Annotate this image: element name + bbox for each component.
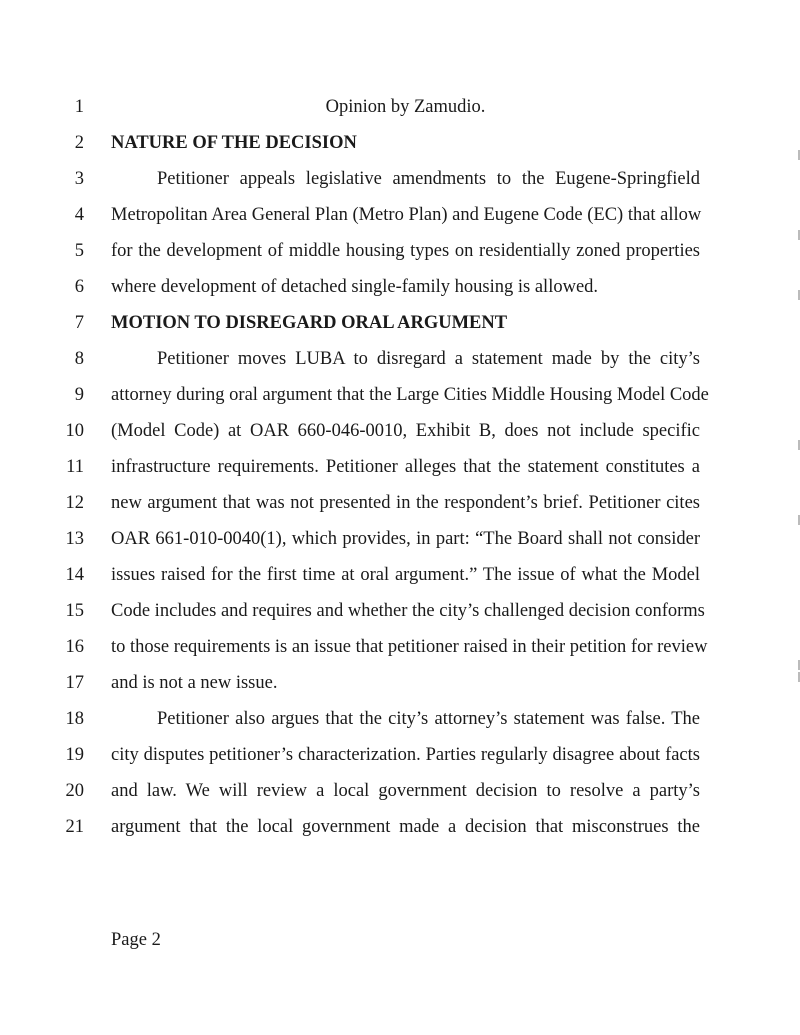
page-footer: Page 2: [111, 930, 161, 950]
line-number: 8: [74, 349, 84, 369]
line-14: [0, 563, 800, 599]
body-text: Code includes and requires and whether the city’s challenged decision conforms: [111, 601, 705, 621]
body-text: (Model Code) at OAR 660-046-0010, Exhibit B, does not include specific: [111, 421, 700, 441]
line-number: 20: [65, 781, 84, 801]
line-21: [0, 815, 800, 851]
line-number: 11: [66, 457, 84, 477]
line-12: [0, 491, 800, 527]
line-number: 21: [65, 817, 84, 837]
line-number: 17: [65, 673, 84, 693]
line-13: [0, 527, 800, 563]
line-number: 3: [74, 169, 84, 189]
line-4: [0, 203, 800, 239]
line-number: 14: [65, 565, 84, 585]
line-17: [0, 671, 800, 707]
line-18: [0, 707, 800, 743]
line-3: [0, 167, 800, 203]
opinion-author: Opinion by Zamudio.: [325, 97, 486, 117]
line-number: 5: [74, 241, 84, 261]
body-text: new argument that was not presented in the respondent’s brief. Petitioner cites: [111, 493, 700, 513]
line-7: [0, 311, 800, 347]
body-text: attorney during oral argument that the Large Cities Middle Housing Model Code: [111, 385, 709, 405]
body-text: for the development of middle housing types on residentially zoned properties: [111, 241, 700, 261]
line-20: [0, 779, 800, 815]
line-number: 16: [65, 637, 84, 657]
line-number: 18: [65, 709, 84, 729]
line-number: 7: [74, 313, 84, 333]
line-1: [0, 95, 800, 131]
line-16: [0, 635, 800, 671]
line-number: 9: [74, 385, 84, 405]
line-number: 2: [74, 133, 84, 153]
section-heading-nature: NATURE OF THE DECISION: [111, 133, 357, 153]
body-text: Petitioner appeals legislative amendments to the Eugene-Springfield: [157, 169, 700, 189]
line-number: 13: [65, 529, 84, 549]
line-8: [0, 347, 800, 383]
body-text: issues raised for the first time at oral argument.” The issue of what the Model: [111, 565, 700, 585]
body-text: and is not a new issue.: [111, 673, 278, 693]
line-number: 1: [74, 97, 84, 117]
body-text: where development of detached single-family housing is allowed.: [111, 277, 599, 297]
line-19: [0, 743, 800, 779]
body-text: Metropolitan Area General Plan (Metro Plan) and Eugene Code (EC) that allow: [111, 205, 702, 225]
line-number: 19: [65, 745, 84, 765]
body-text: Petitioner also argues that the city’s attorney’s statement was false. The: [157, 709, 700, 729]
body-text: infrastructure requirements. Petitioner alleges that the statement constitutes a: [111, 457, 700, 477]
line-6: [0, 275, 800, 311]
body-text: city disputes petitioner’s characterization. Parties regularly disagree about facts: [111, 745, 700, 765]
line-number: 10: [65, 421, 84, 441]
body-text: OAR 661-010-0040(1), which provides, in part: “The Board shall not consider: [111, 529, 700, 549]
line-number: 4: [74, 205, 84, 225]
body-text: Petitioner moves LUBA to disregard a statement made by the city’s: [157, 349, 700, 369]
line-5: [0, 239, 800, 275]
line-number: 6: [74, 277, 84, 297]
body-text: and law. We will review a local government decision to resolve a party’s: [111, 781, 700, 801]
section-heading-motion: MOTION TO DISREGARD ORAL ARGUMENT: [111, 313, 508, 333]
line-2: [0, 131, 800, 167]
line-15: [0, 599, 800, 635]
line-number: 12: [65, 493, 84, 513]
line-10: [0, 419, 800, 455]
body-text: to those requirements is an issue that petitioner raised in their petition for review: [111, 637, 708, 657]
line-number: 15: [65, 601, 84, 621]
line-11: [0, 455, 800, 491]
body-text: argument that the local government made a decision that misconstrues the: [111, 817, 700, 837]
line-9: [0, 383, 800, 419]
